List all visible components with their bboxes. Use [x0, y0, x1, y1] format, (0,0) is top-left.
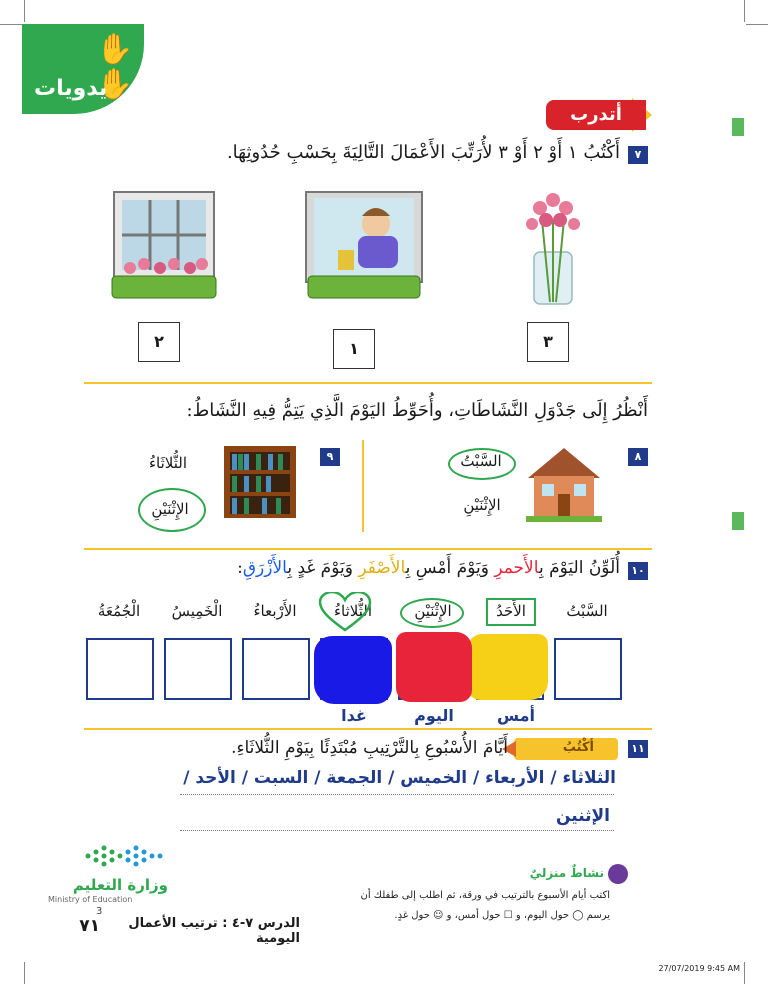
blue-word: الأَزْرَقِ [242, 558, 288, 578]
section-tag-label: يدويات [34, 76, 108, 101]
blue-scribble [314, 636, 392, 704]
bookshelf-image [222, 444, 298, 520]
answer-line[interactable]: الثلاثاء / الأربعاء / الخميس / الجمعة / السبت / الأحد / [183, 768, 616, 788]
house-image [526, 444, 602, 524]
question-prompt: أَكْتُبُ ١ أَوْ ٢ أَوْ ٣ لأُرَتِّبَ الأَعْمَالَ التَّالِيَةَ بِحَسْبِ حُدُوثِهَا. [226, 142, 620, 163]
answer-circle [138, 488, 206, 532]
home-activity-line: اكتب أيام الأسبوع بالترتيب في ورقة، ثم اطلب إلى طفلك أن [360, 890, 610, 901]
yellow-scribble [468, 634, 548, 700]
crop-mark [24, 962, 25, 984]
hands-icon: ✋✋ [96, 32, 134, 102]
side-marker [732, 118, 744, 136]
question-number: ٩ [320, 448, 340, 466]
answer-circle [400, 598, 464, 628]
question-number: ٧ [628, 146, 648, 164]
day-option[interactable]: الثُّلاثَاءُ [148, 454, 187, 472]
dotted-line [180, 830, 614, 831]
question-number: ١١ [628, 740, 648, 758]
dotted-line [180, 794, 614, 795]
day-label: الْجُمُعَةُ [97, 602, 141, 620]
train-label: أتدرب [546, 100, 646, 130]
prompt-part: وَيَوْمَ غَدٍ بِ [287, 558, 359, 578]
small-digit: 3 [96, 906, 103, 917]
yesterday-label: أمس [496, 706, 535, 725]
prompt-part: أُلَوِّنُ اليَوْمَ بِ [538, 558, 620, 578]
day-box[interactable] [164, 638, 232, 700]
divider [84, 728, 652, 730]
crop-mark [24, 0, 25, 22]
prompt-part: وَيَوْمَ أَمْسِ بِ [405, 558, 495, 578]
day-box[interactable] [242, 638, 310, 700]
day-label: الأَرْبعاءُ [253, 602, 297, 620]
tomorrow-label: غدا [341, 706, 367, 725]
section-tag [22, 24, 144, 114]
question-number: ١٠ [628, 562, 648, 580]
day-label: السَّبْتُ [566, 602, 608, 620]
yellow-word: الأَصْفَرِ [358, 558, 406, 578]
red-scribble [396, 632, 472, 702]
day-label: الثُّلاثاءُ [333, 602, 372, 620]
today-label: اليوم [414, 706, 454, 725]
answer-line[interactable]: الإثنين [555, 806, 610, 826]
order-box[interactable]: ١ [333, 329, 375, 369]
day-label: الأَحَدُ [496, 602, 526, 620]
write-label: أكْتُبُ [562, 740, 594, 755]
day-box[interactable] [554, 638, 622, 700]
order-box[interactable]: ٢ [138, 322, 180, 362]
boy-planting-image [302, 190, 426, 304]
crop-mark [0, 24, 22, 25]
home-activity-title: نشاطٌ منزليٌ [529, 866, 604, 880]
home-activity-line: يرسم ◯ حول اليوم، و ☐ حول أمس، و ☺ حول غدٍ. [394, 910, 610, 921]
day-option[interactable]: الإِثْنَيْنِ [151, 500, 189, 518]
lesson-title: الدرس ٧-٤ : ترتيب الأعمال اليومية [128, 916, 300, 946]
question-prompt: أَيَّامَ الأُسْبُوعِ بِالتَّرْتِيبِ مُبْتَدِئًا بِيَوْمِ الثُّلاثَاءِ. [231, 738, 508, 758]
window-flowers-image [110, 190, 218, 304]
crop-mark [744, 0, 745, 22]
write-banner [514, 738, 618, 760]
order-box[interactable]: ٣ [527, 322, 569, 362]
red-word: الأَحمرِ [494, 558, 539, 578]
crop-mark [746, 24, 768, 25]
answer-rect [486, 598, 536, 626]
heart-icon [318, 592, 372, 632]
day-label: الإِثْنَيْنِ [414, 602, 452, 620]
ministry-logo-dots [84, 844, 170, 868]
house-icon [608, 864, 628, 884]
ministry-name-en: Ministry of Education [48, 895, 133, 904]
question-prompt: أَنْظُرُ إِلَى جَدْوَلِ النَّشَاطَاتِ، وأُحَوِّطُ اليَوْمَ الَّذِي يَتِمُّ فِيهِ النَّشَاطُ: [186, 400, 648, 421]
print-timestamp: 27/07/2019 9:45 AM [658, 964, 740, 973]
question-number: ٨ [628, 448, 648, 466]
divider [84, 382, 652, 384]
ministry-name-ar: وزارة التعليم [72, 876, 168, 894]
crop-mark [744, 962, 745, 984]
divider [362, 440, 364, 532]
prompt-part: : [237, 558, 243, 578]
divider [84, 548, 652, 550]
page-number: ٧١ [79, 916, 100, 936]
day-option[interactable]: الإِثْنَيْنِ [463, 496, 501, 514]
answer-circle [448, 448, 516, 480]
day-label: الْخَمِيسُ [171, 602, 223, 620]
question-prompt [220, 558, 620, 578]
flower-vase-image [520, 190, 590, 308]
day-option[interactable]: السَّبْتُ [460, 452, 502, 470]
day-box[interactable] [86, 638, 154, 700]
side-marker [732, 512, 744, 530]
